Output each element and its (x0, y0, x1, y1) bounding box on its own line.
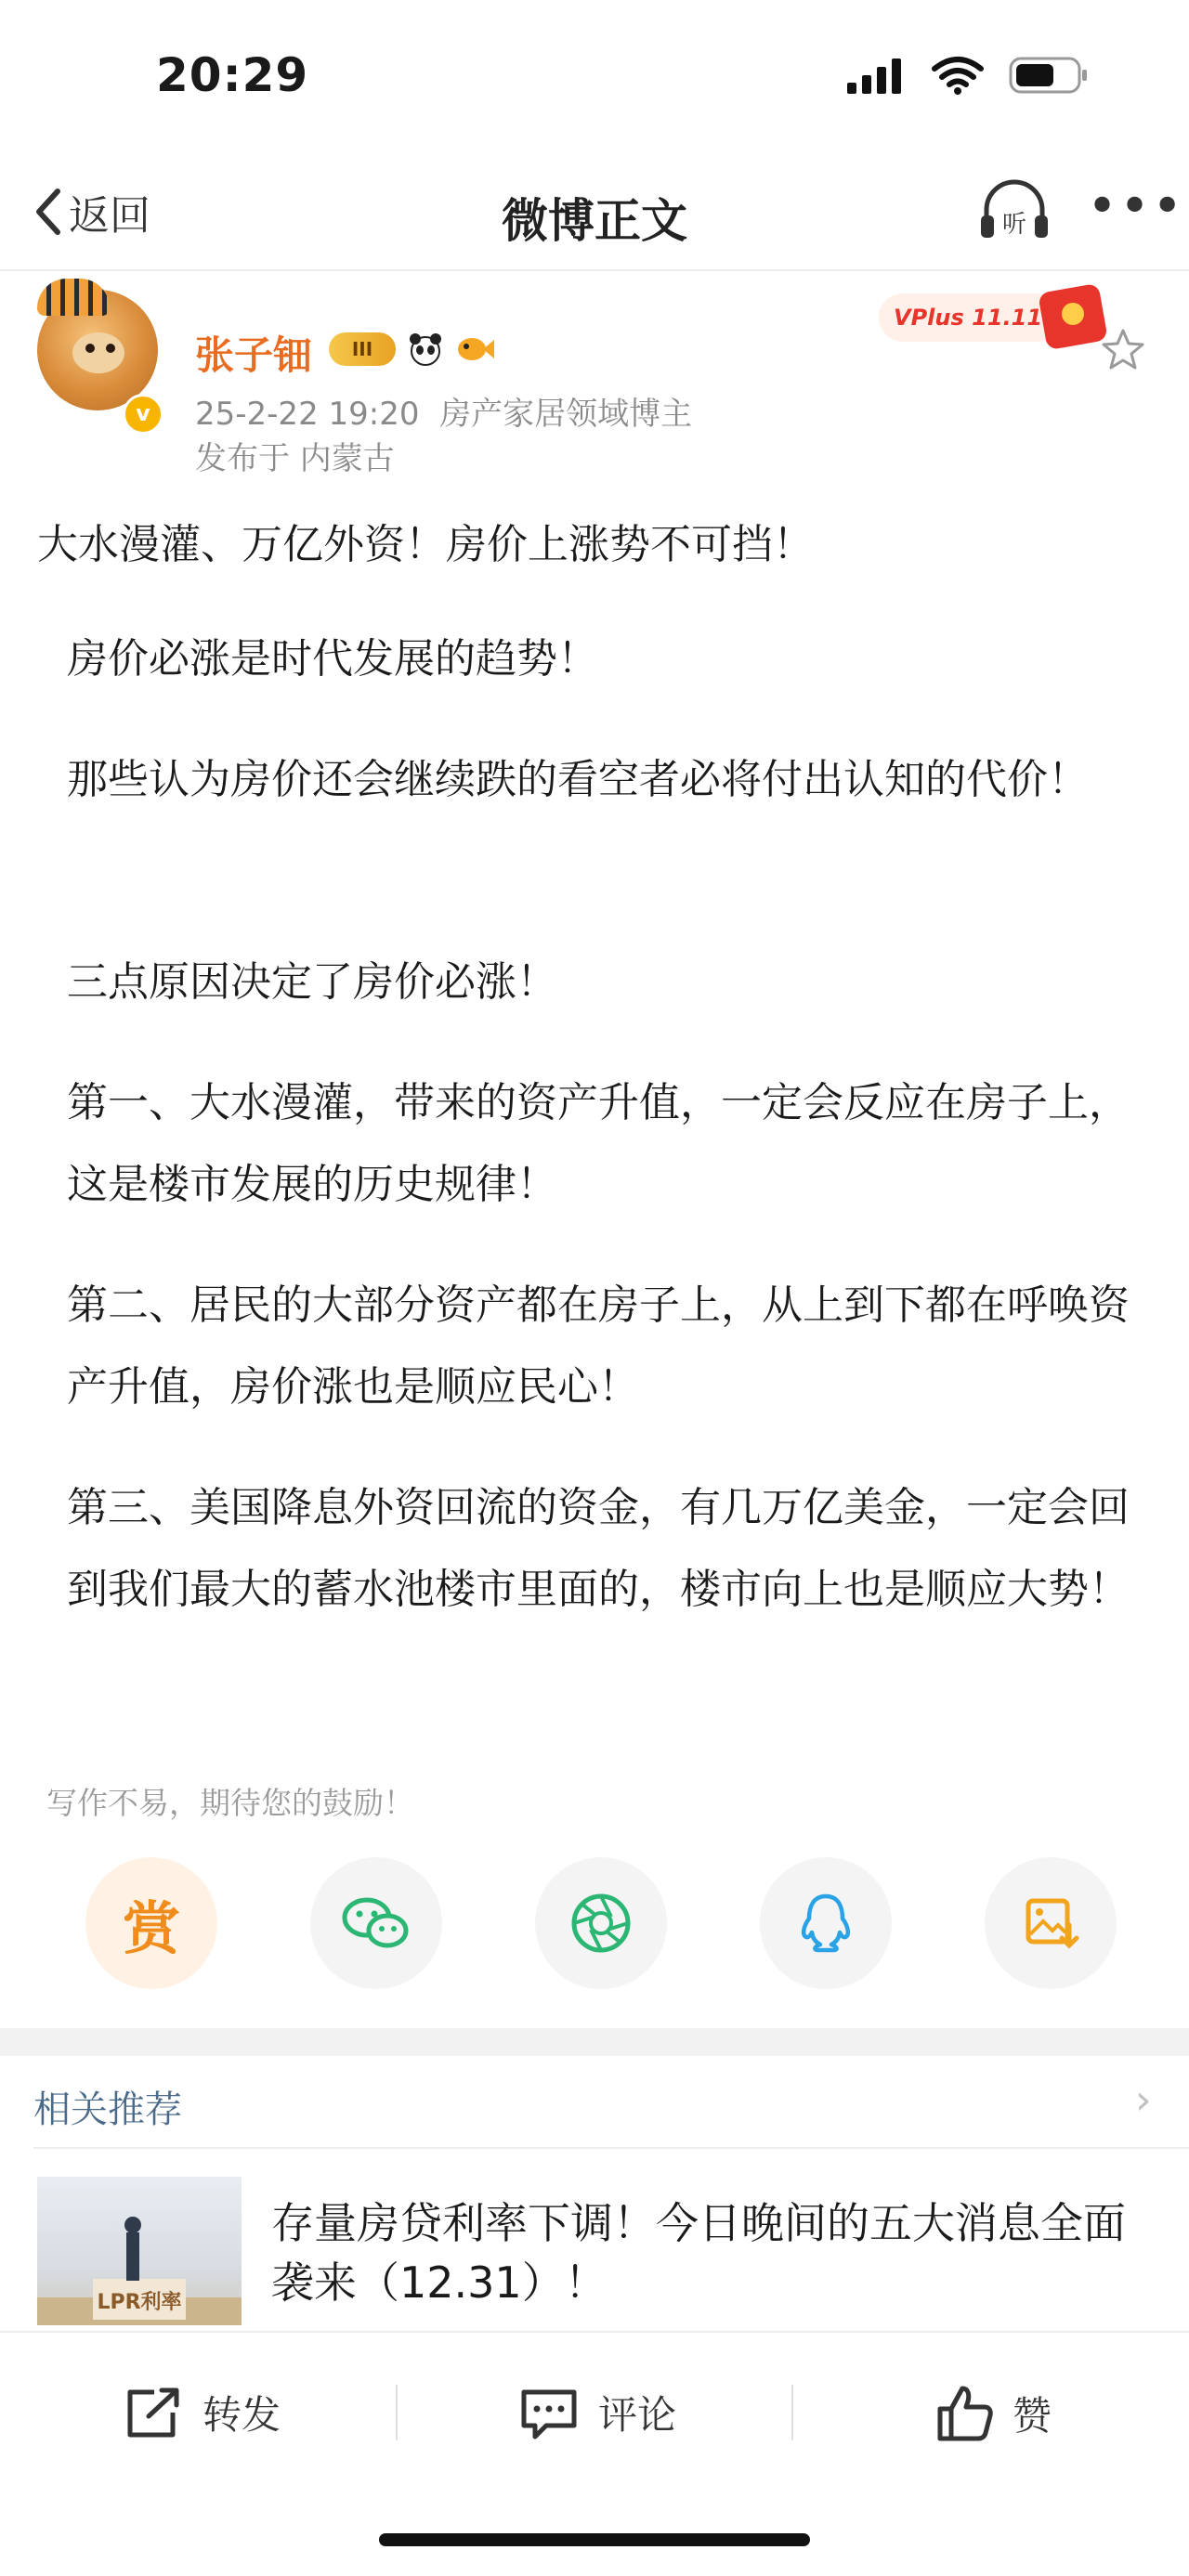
post-location: 发布于 内蒙古 (195, 440, 395, 477)
status-icons (845, 56, 1089, 95)
page-title: 微博正文 (502, 194, 687, 248)
level-badge: III (351, 338, 373, 360)
home-indicator[interactable] (379, 2533, 810, 2546)
reward-button[interactable] (85, 1857, 217, 1989)
comment-button[interactable] (518, 2385, 676, 2440)
repost-icon (123, 2385, 184, 2440)
like-label: 赞 (1013, 2393, 1052, 2439)
avatar-eye (106, 344, 115, 353)
nav-bar (0, 158, 1189, 271)
bottom-divider (396, 2385, 398, 2440)
avatar-face (72, 332, 124, 373)
repost-button[interactable] (123, 2385, 281, 2440)
wifi-icon (931, 56, 985, 95)
author-name[interactable]: 张子钿 (195, 332, 313, 378)
fish-icon (455, 332, 496, 366)
post-timestamp: 25-2-22 19:20 (195, 396, 420, 433)
back-label: 返回 (69, 192, 150, 240)
reward-label: 赏 (122, 1893, 180, 1962)
vplus-label: VPlus 11.11 (894, 305, 1043, 331)
related-item-title[interactable]: 存量房贷利率下调！今日晚间的五大消息全面袭来（12.31）！ (271, 2198, 1126, 2308)
lpr-thumbnail-illustration (37, 2177, 242, 2325)
cellular-signal-icon (845, 57, 907, 94)
post-paragraph: 第二、居民的大部分资产都在房子上，从上到下都在呼唤资产升值，房价涨也是顺应民心！ (67, 1281, 1130, 1411)
more-options-icon[interactable]: ••• (1087, 176, 1185, 237)
thumbs-up-icon (934, 2385, 994, 2442)
related-section-title: 相关推荐 (33, 2088, 182, 2131)
bottom-action-bar (0, 2331, 1189, 2491)
thumbnail-label: LPR利率 (97, 2291, 182, 2314)
repost-label: 转发 (203, 2392, 281, 2438)
moments-aperture-icon (568, 1891, 634, 1956)
save-image-button[interactable] (985, 1857, 1117, 1989)
share-moments-button[interactable] (535, 1857, 667, 1989)
share-wechat-button[interactable] (310, 1857, 442, 1989)
author-badges (329, 331, 496, 368)
tiger-decoration-icon (37, 279, 110, 316)
post-title: 大水漫灌、万亿外资！房价上涨势不可挡！ (37, 521, 814, 568)
battery-icon (1009, 56, 1089, 95)
listen-button[interactable] (977, 178, 1052, 247)
status-time: 20:29 (156, 48, 309, 102)
post-paragraph: 房价必涨是时代发展的趋势！ (67, 635, 598, 683)
post-paragraph: 那些认为房价还会继续跌的看空者必将付出认知的代价！ (67, 756, 1089, 803)
post-paragraph: 三点原因决定了房价必涨！ (67, 958, 557, 1006)
related-thumbnail[interactable] (37, 2177, 242, 2325)
section-divider (0, 2028, 1189, 2056)
headphones-icon (977, 178, 1052, 243)
encourage-text: 写作不易，期待您的鼓励！ (46, 1785, 414, 1821)
share-qq-button[interactable] (760, 1857, 892, 1989)
post-paragraph: 第一、大水漫灌，带来的资产升值，一定会反应在房子上，这是楼市发展的历史规律！ (67, 1079, 1130, 1208)
avatar-eye (85, 344, 95, 353)
save-image-icon (1021, 1893, 1080, 1953)
post-paragraph: 第三、美国降息外资回流的资金，有几万亿美金，一定会回到我们最大的蓄水池楼市里面的，楼市向上也是顺应大势！ (67, 1484, 1130, 1613)
vplus-promo-badge[interactable] (879, 284, 1111, 351)
share-row (85, 1857, 1117, 1991)
comment-icon (518, 2385, 580, 2440)
chevron-right-icon[interactable]: › (1135, 2076, 1152, 2124)
comment-label: 评论 (598, 2392, 677, 2438)
favorite-star-icon[interactable] (1100, 327, 1146, 373)
author-category: 房产家居领域博主 (439, 396, 693, 433)
like-button[interactable] (934, 2385, 1052, 2442)
member-crown-icon (329, 332, 396, 366)
post-meta (195, 388, 692, 434)
verified-badge-icon: v (123, 394, 163, 435)
listen-label: 听 (1001, 211, 1027, 239)
panda-icon (407, 331, 444, 368)
bottom-divider (791, 2385, 793, 2440)
wechat-icon (341, 1893, 412, 1953)
qq-penguin-icon (798, 1891, 854, 1956)
related-divider (33, 2147, 1189, 2149)
